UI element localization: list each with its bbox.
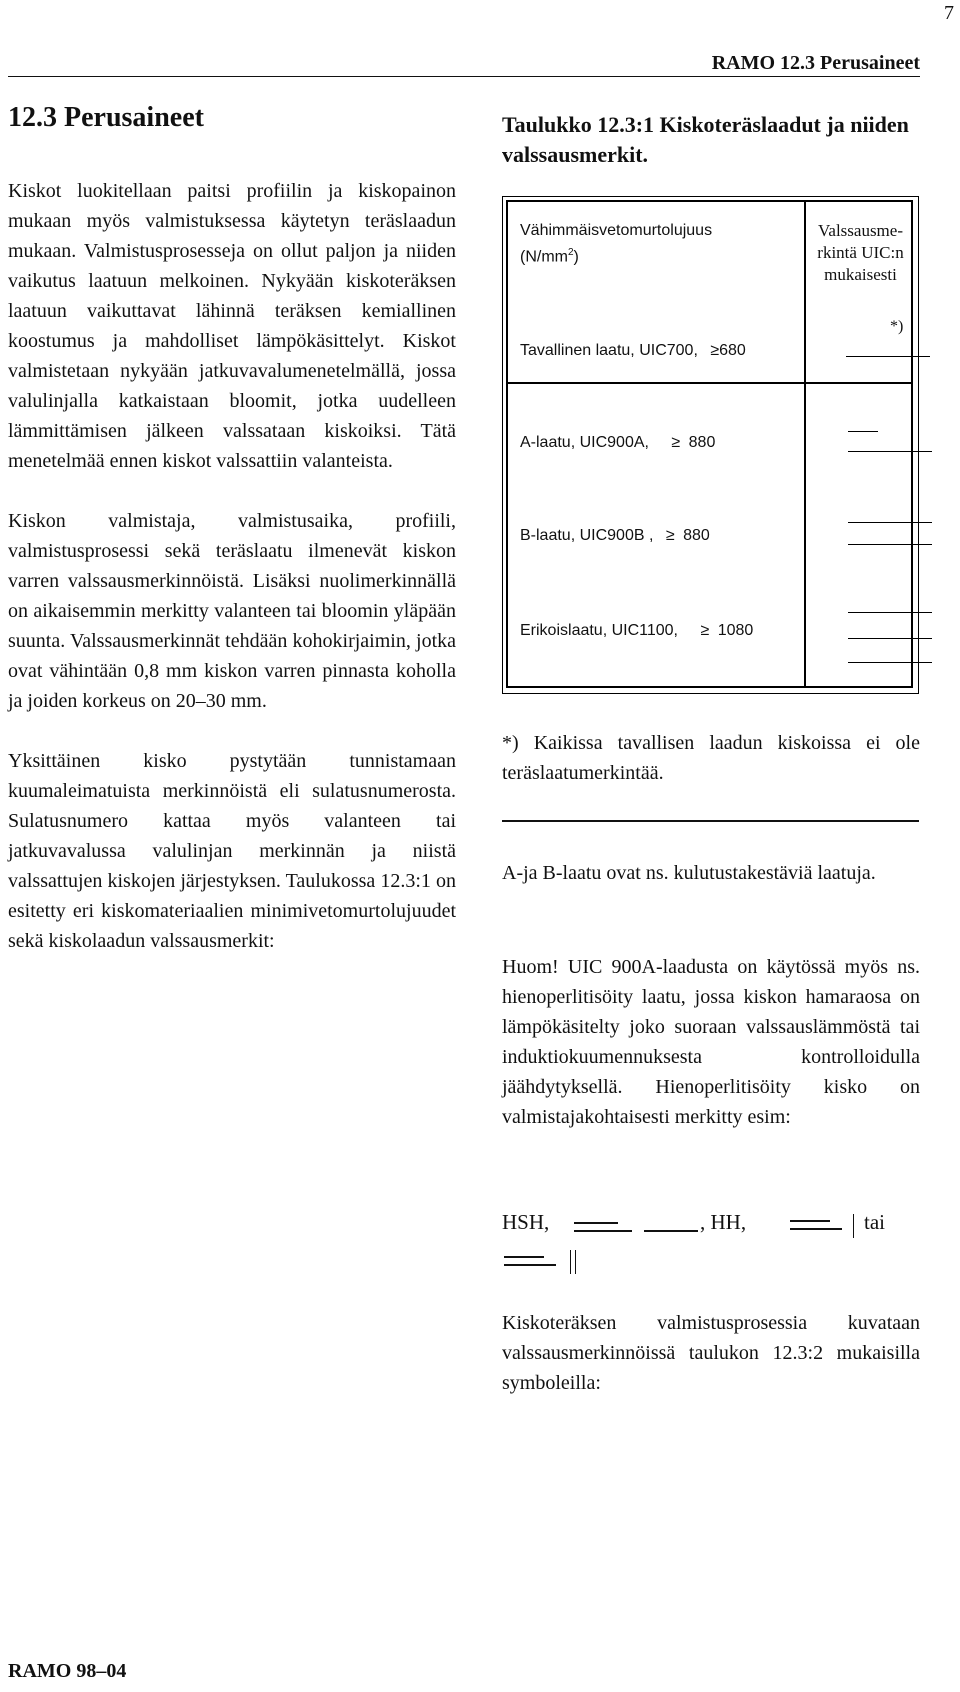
symbol-double-line-lower [574, 1230, 632, 1232]
table-row-divider [506, 382, 913, 384]
page-number: 7 [944, 2, 954, 24]
process-symbols-note: Kiskoteräksen valmistusprosessia kuvataan valssausmerkinnöissä taulukon 12.3:2 mukaisilla symboleilla: [502, 1312, 920, 1394]
table-mark-a-grade-long [848, 451, 932, 452]
table-mark-a-grade-short [848, 431, 878, 432]
table-row-a-grade: A-laatu, UIC900A, ≥ 880 [520, 434, 716, 451]
paragraph-1: Kiskot luokitellaan paitsi profiilin ja kiskopainon mukaan myös valmistuksessa käytetyn teräslaadun mukaan. Valmistusprosesseja on ollut paljon ja niiden vaikutus laatuun melkoinen. Nykyään kiskoteräksen laatuun vaikuttavat lähinnä teräksen kemiallinen koostumus ja mahdolliset lämpökäsittelyt. Kiskot valmistetaan nykyään jatkuvavalumenetelmällä, jossa valulinjalla katkaistaan bloomit, jotka uudelleen lämmittämisen jälkeen valssataan kiskoiksi. Tätä menetelmää ennen kiskot valssattiin valanteista. [8, 180, 456, 472]
symbol-vertical-bar [853, 1214, 854, 1238]
table-header-strength: Vähimmäisvetomurtolujuus $(N/mm^2)$ [520, 222, 713, 266]
symbol-hh-line-upper [790, 1220, 830, 1222]
table-row-special-grade: Erikoislaatu, UIC1100, ≥ 1080 [520, 622, 754, 639]
symbol-double-line-upper [574, 1222, 618, 1224]
table-column-divider [804, 200, 806, 688]
table-mark-special-1 [848, 612, 932, 613]
table-note-marker: *) [890, 318, 904, 335]
symbol-hh-line-lower [790, 1228, 842, 1230]
table-footnote: *) Kaikissa tavallisen laadun kiskoissa ei ole teräslaatumerkintää. [502, 732, 920, 784]
grades-note: A-ja B-laatu ovat ns. kulutustakestäviä laatuja. [502, 862, 876, 884]
separator-rule [502, 820, 919, 822]
table-mark-special-2 [848, 638, 932, 639]
symbol-second-line-lower [504, 1264, 556, 1266]
marking-example-tai: tai [864, 1210, 885, 1234]
table-mark-b-grade-1 [848, 522, 932, 523]
symbol-double-bar-1 [570, 1250, 571, 1274]
table-caption: Taulukko 12.3:1 Kiskoteräslaadut ja niiden valssausmerkit. [502, 112, 909, 167]
section-title: 12.3 Perusaineet [8, 102, 204, 133]
left-column [8, 176, 456, 986]
symbol-second-line-upper [504, 1256, 544, 1258]
table-header-marking: Valssausme- rkintä UIC:n mukaisesti [817, 221, 904, 284]
table-mark-special-3 [848, 662, 932, 663]
header-rule [8, 76, 920, 77]
fine-pearlite-note: Huom! UIC 900A-laadusta on käytössä myös ns. hienoperlitisöity laatu, jossa kiskon hamaraosa on lämpökäsitelty joko suoraan valssauslämmöstä tai induktiokuumennuksesta kontrolloidulla jäähdytyksellä. Hienoperlitisöity kisko on valmistajakohtaisesti merkitty esim: [502, 956, 920, 1128]
running-header: RAMO 12.3 Perusaineet [711, 52, 920, 74]
marking-example-hh: , HH, [700, 1210, 747, 1234]
table-mark-b-grade-2 [848, 544, 932, 545]
paragraph-2: Kiskon valmistaja, valmistusaika, profiili, valmistusprosessi sekä teräslaatu ilmenevät kiskon varren valssausmerkinnöistä. Lisäksi nuolimerkinnällä on aikaisemmin merkitty valanteen tai bloomin yläpään suunta. Valssausmerkinnät tehdään kohokirjaimin, jotka ovat vähintään 0,8 mm kiskon varren pinnasta koholla ja joiden korkeus on 20–30 mm. [8, 510, 456, 712]
marking-example-hsh: HSH, [502, 1210, 550, 1234]
table-mark-standard [846, 356, 930, 357]
symbol-single-line [644, 1230, 698, 1232]
table-row-b-grade: B-laatu, UIC900B , ≥ 880 [520, 527, 710, 544]
page-footer: RAMO 98–04 [8, 1660, 127, 1682]
paragraph-3: Yksittäinen kisko pystytään tunnistamaan kuumaleimatuista merkinnöistä eli sulatusnumerosta. Sulatusnumero kattaa myös valanteen tai jatkuvavalussa valulinjan merkinnän ja niistä valssattujen kiskojen järjestyksen. Taulukossa 12.3:1 on esitetty eri kiskomateriaalien minimivetomurtolujuudet sekä kiskolaadun valssausmerkit: [8, 750, 456, 952]
table-row-standard: Tavallinen laatu, UIC700, ≥680 [520, 342, 746, 359]
symbol-double-bar-2 [575, 1250, 576, 1274]
